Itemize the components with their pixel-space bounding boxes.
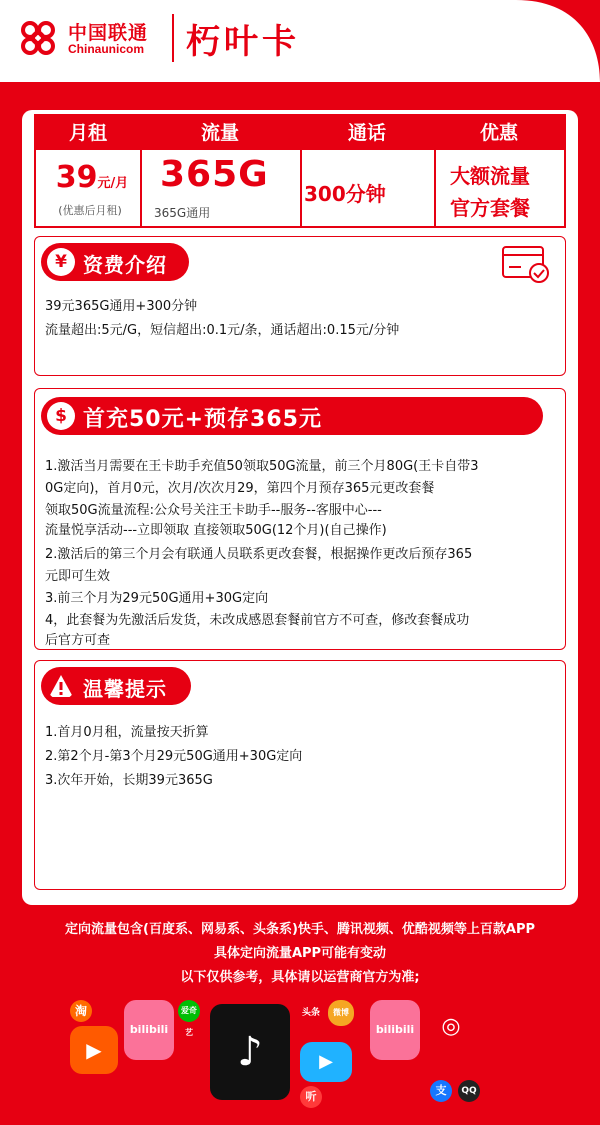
header-monthly: 月租 — [68, 122, 107, 144]
recharge-line: 领取50G流量流程:公众号关注王卡助手--服务--客服中心--- — [45, 503, 382, 518]
tariff-title: 资费介绍 — [83, 253, 167, 277]
netease-music-icon: ◎ — [426, 1002, 476, 1052]
data-amount: 365G — [160, 154, 269, 195]
tips-title: 温馨提示 — [83, 677, 167, 701]
recharge-title: 首充50元+预存365元 — [83, 407, 322, 432]
tips-section — [34, 660, 566, 890]
recharge-line: 0G定向)，首月0元，次月/次次月29，第四个月预存365元更改套餐 — [45, 481, 435, 496]
tips-title-pill — [41, 667, 191, 705]
table-divider — [300, 116, 302, 226]
monthly-price-value: 39 — [55, 160, 98, 195]
weibo-icon: 微博 — [328, 1000, 354, 1026]
yen-coin-icon: ¥ — [47, 248, 75, 276]
bill-check-icon — [501, 243, 553, 283]
perk-line-1: 大额流量 — [450, 164, 530, 188]
recharge-line: 元即可生效 — [45, 569, 111, 584]
recharge-line: 后官方可查 — [45, 633, 111, 648]
tencent-video-icon: ▶ — [300, 1042, 352, 1082]
monthly-price-note: (优惠后月租) — [58, 204, 122, 217]
monthly-price-unit: 元/月 — [97, 176, 129, 191]
ting-icon: 听 — [300, 1086, 322, 1108]
recharge-line: 流量悦享活动---立即领取 直接领取50G(12个月)(自己操作) — [45, 523, 387, 538]
data-note: 365G通用 — [154, 206, 211, 220]
header-red-corner — [316, 0, 600, 82]
unicom-knot-icon — [14, 14, 62, 62]
call-minutes: 300分钟 — [304, 182, 386, 206]
recharge-line: 4，此套餐为先激活后发货，未改成感恩套餐前官方不可查，修改套餐成功 — [45, 613, 470, 628]
brand-name-en: Chinaunicom — [68, 42, 145, 56]
dollar-coin-icon: $ — [47, 402, 75, 430]
plan-table — [34, 114, 566, 228]
table-divider — [434, 116, 436, 226]
recharge-line: 2.激活后的第三个月会有联通人员联系更改套餐，根据操作更改后预存365 — [45, 547, 473, 562]
recharge-line: 3.前三个月为29元50G通用+30G定向 — [45, 591, 269, 606]
header-perks: 优惠 — [479, 122, 518, 144]
recharge-title-pill — [41, 397, 543, 435]
product-title: 朽叶卡 — [186, 22, 300, 62]
header-calls: 通话 — [347, 122, 386, 144]
tariff-title-pill — [41, 243, 189, 281]
tariff-line: 39元365G通用+300分钟 — [45, 299, 198, 314]
qq-icon: QQ — [458, 1080, 480, 1102]
tips-line: 2.第2个月-第3个月29元50G通用+30G定向 — [45, 749, 303, 764]
footer-line: 定向流量包含(百度系、网易系、头条系)快手、腾讯视频、优酷视频等上百款APP — [65, 922, 535, 937]
recharge-section — [34, 388, 566, 650]
unicom-logo — [14, 14, 164, 64]
perk-line-2: 官方套餐 — [450, 196, 530, 220]
kuaishou-icon: ▶ — [70, 1026, 118, 1074]
toutiao-icon: 头条 — [298, 1002, 324, 1024]
header-data: 流量 — [200, 122, 239, 144]
footer-line: 具体定向流量APP可能有变动 — [213, 946, 387, 961]
taobao-icon: 淘 — [70, 1000, 92, 1022]
tips-line: 3.次年开始，长期39元365G — [45, 773, 213, 788]
tariff-line: 流量超出:5元/G，短信超出:0.1元/条，通话超出:0.15元/分钟 — [45, 323, 400, 338]
tips-line: 1.首月0月租，流量按天折算 — [45, 725, 209, 740]
monthly-price — [44, 160, 140, 195]
iqiyi-icon: 爱奇艺 — [178, 1000, 200, 1022]
bilibili-icon: bilibili — [370, 1000, 420, 1060]
footer-line: 以下仅供参考，具体请以运营商官方为准; — [180, 970, 420, 985]
douyin-icon: ♪ — [210, 1004, 290, 1100]
alipay-icon: 支 — [430, 1080, 452, 1102]
recharge-line: 1.激活当月需要在王卡助手充值50领取50G流量，前三个月80G(王卡自带3 — [45, 459, 479, 474]
bilibili-icon: bilibili — [124, 1000, 174, 1060]
warning-icon — [47, 672, 75, 700]
tariff-section — [34, 236, 566, 376]
app-icons — [70, 1000, 530, 1110]
header-divider — [172, 14, 174, 62]
brand-name-cn: 中国联通 — [68, 22, 149, 44]
